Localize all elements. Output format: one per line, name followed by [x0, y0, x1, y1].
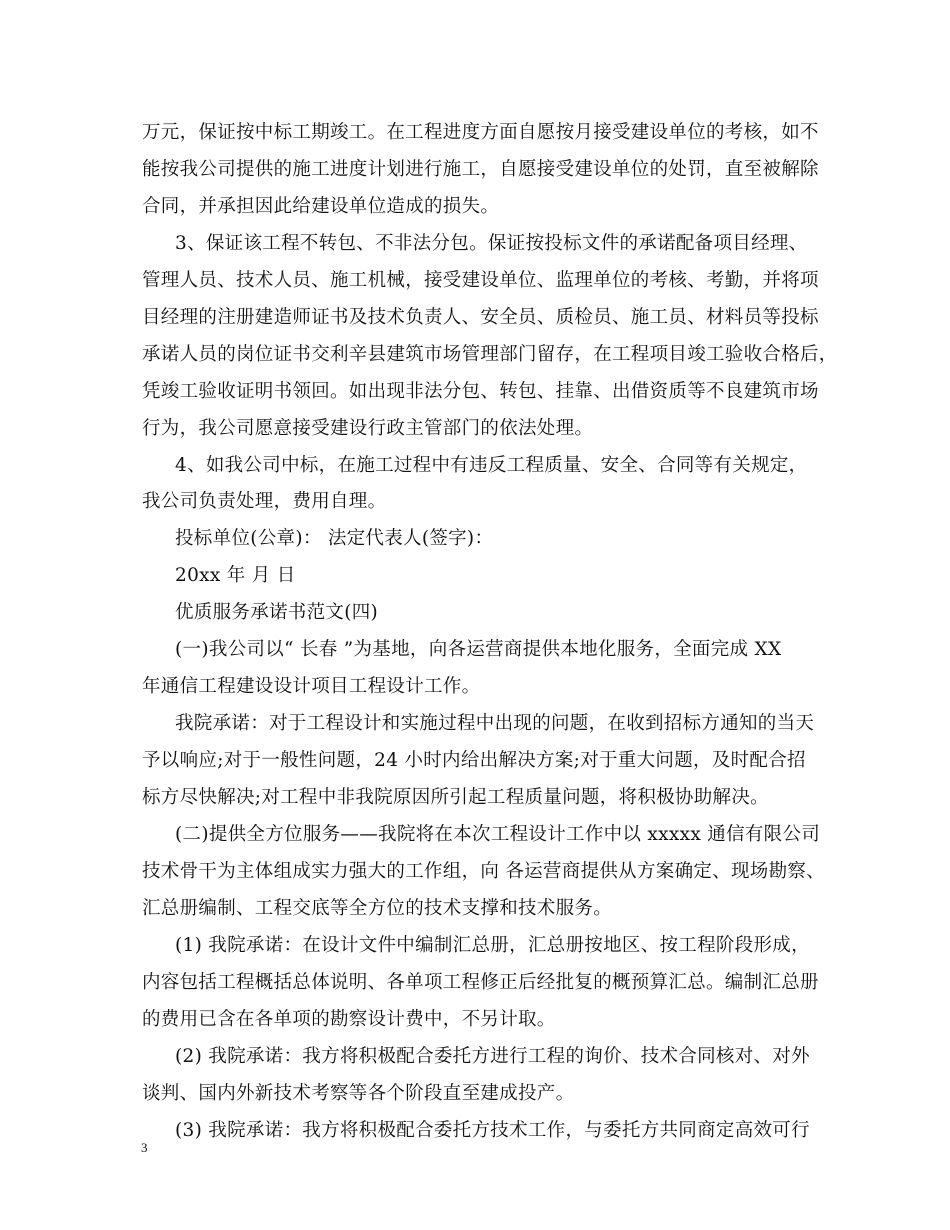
text-line: 凭竣工验收证明书领回。如出现非法分包、转包、挂靠、出借资质等不良建筑市场 [142, 381, 819, 402]
text-line: 年通信工程建设设计项目工程设计工作。 [142, 676, 481, 697]
text-line: (二)提供全方位服务——我院将在本次工程设计工作中以 xxxxx 通信有限公司 [175, 824, 821, 845]
text-line: 予以响应;对于一般性问题，24 小时内给出解决方案;对于重大问题，及时配合招 [142, 750, 806, 771]
text-line: 谈判、国内外新技术考察等各个阶段直至建成投产。 [142, 1083, 575, 1104]
text-line: 目经理的注册建造师证书及技术负责人、安全员、质检员、施工员、材料员等投标 [142, 307, 819, 328]
text-line: 4、如我公司中标，在施工过程中有违反工程质量、安全、合同等有关规定， [175, 455, 808, 476]
page-number: 3 [141, 1140, 148, 1155]
text-line: 我公司负责处理，费用自理。 [142, 491, 387, 512]
text-line: 合同，并承担因此给建设单位造成的损失。 [142, 196, 500, 217]
text-line: 标方尽快解决;对工程中非我院原因所引起工程质量问题，将积极协助解决。 [142, 787, 769, 808]
date-line: 20xx 年 月 日 [175, 565, 296, 586]
text-line: 行为，我公司愿意接受建设行政主管部门的依法处理。 [142, 418, 594, 439]
text-line: 汇总册编制、工程交底等全方位的技术支撑和技术服务。 [142, 898, 613, 919]
text-line: 我院承诺：对于工程设计和实施过程中出现的问题，在收到招标方通知的当天 [175, 713, 815, 734]
text-line: 能按我公司提供的施工进度计划进行施工，自愿接受建设单位的处罚，直至被解除 [142, 159, 819, 180]
text-line: 的费用已含在各单项的勘察设计费中，不另计取。 [142, 1009, 556, 1030]
text-line: 技术骨干为主体组成实力强大的工作组，向 各运营商提供从方案确定、现场勘察、 [142, 861, 825, 882]
text-line: (2) 我院承诺：我方将积极配合委托方进行工程的询价、技术合同核对、对外 [175, 1046, 810, 1067]
text-line: (3) 我院承诺：我方将积极配合委托方技术工作，与委托方共同商定高效可行 [175, 1120, 810, 1141]
signature-line: 投标单位(公章)： 法定代表人(签字)： [175, 528, 494, 549]
text-line: 内容包括工程概括总体说明、各单项工程修正后经批复的概预算汇总。编制汇总册 [142, 972, 819, 993]
text-line: 3、保证该工程不转包、不非法分包。保证按投标文件的承诺配备项目经理、 [175, 233, 808, 254]
text-line: 管理人员、技术人员、施工机械，接受建设单位、监理单位的考核、考勤，并将项 [142, 270, 819, 291]
text-line: (一)我公司以“ 长春 ”为基地，向各运营商提供本地化服务，全面完成 XX [175, 639, 782, 660]
text-line: 万元，保证按中标工期竣工。在工程进度方面自愿按月接受建设单位的考核，如不 [142, 122, 819, 143]
text-line: 承诺人员的岗位证书交利辛县建筑市场管理部门留存，在工程项目竣工验收合格后， [142, 344, 838, 365]
text-line: (1) 我院承诺：在设计文件中编制汇总册，汇总册按地区、按工程阶段形成， [175, 935, 810, 956]
section-heading: 优质服务承诺书范文(四) [175, 602, 379, 623]
